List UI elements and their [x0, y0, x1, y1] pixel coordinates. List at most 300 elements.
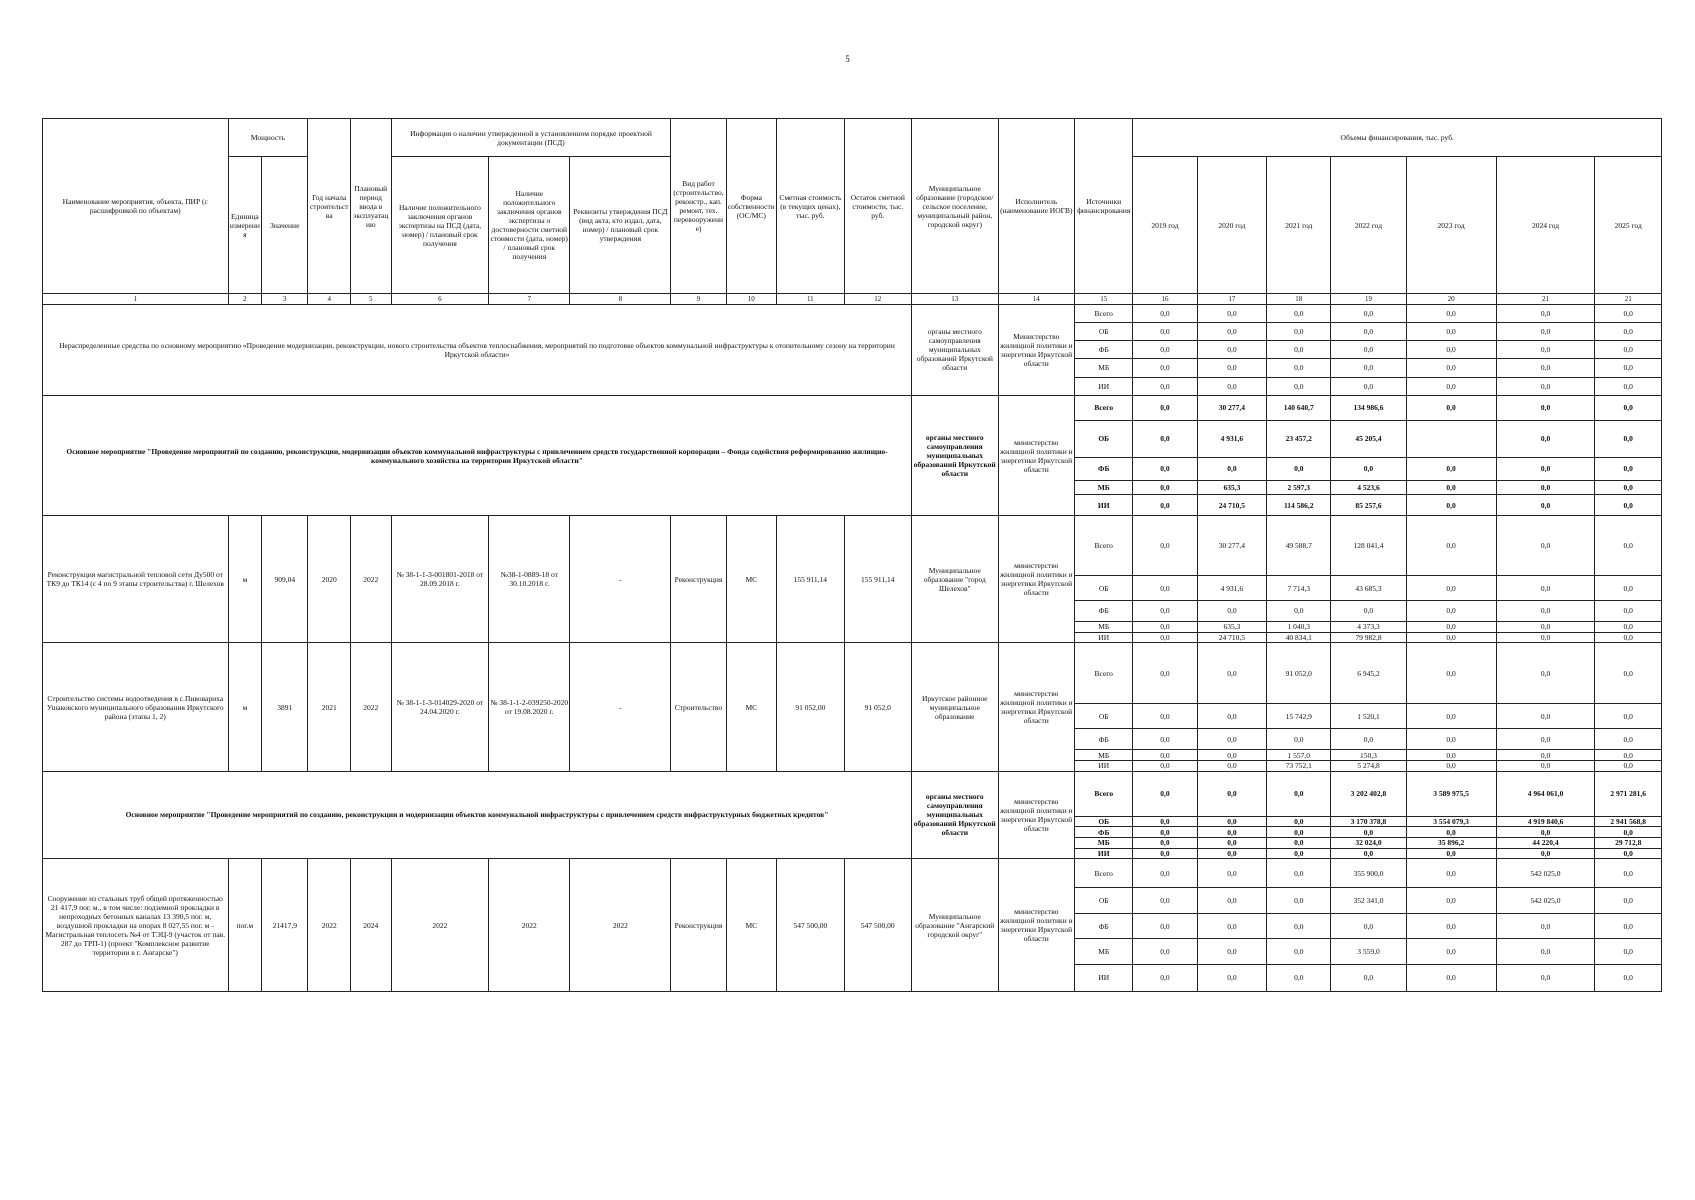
object-start-year: 2022 — [308, 859, 351, 992]
funding-value: 0,0 — [1267, 341, 1331, 359]
object-ownership: МС — [726, 516, 777, 643]
funding-value: 0,0 — [1197, 939, 1267, 965]
funding-value: 2 971 281,6 — [1595, 771, 1662, 816]
funding-value: 128 041,4 — [1331, 516, 1406, 576]
funding-value: 85 257,6 — [1331, 495, 1406, 516]
funding-value: 0,0 — [1267, 848, 1331, 859]
funding-value: 44 220,4 — [1496, 837, 1595, 848]
funding-value: 0,0 — [1133, 964, 1197, 991]
object-psd-requisites: 2022 — [570, 859, 671, 992]
funding-value: 0,0 — [1133, 481, 1197, 495]
funding-value: 0,0 — [1197, 704, 1267, 729]
funding-value: 0,0 — [1496, 728, 1595, 749]
column-number: 13 — [912, 294, 999, 305]
col-header-capacity: Мощность — [228, 119, 308, 157]
funding-value: 0,0 — [1197, 888, 1267, 914]
object-unit: пог.м — [228, 859, 262, 992]
funding-value: 0,0 — [1595, 421, 1662, 457]
col-header-psd-requisites: Реквизиты утверждения ПСД (вид акта, кто издал, дата, номер) / плановый срок утверждения — [570, 157, 671, 294]
funding-source: Всего — [1075, 395, 1133, 421]
column-number: 21 — [1496, 294, 1595, 305]
object-expertise: № 38-1-1-3-001801-2018 от 28.09.2018 г. — [391, 516, 489, 643]
column-number: 15 — [1075, 294, 1133, 305]
col-header-year-2021: 2021 год — [1267, 157, 1331, 294]
funding-value: 4 931,6 — [1197, 576, 1267, 601]
funding-value: 0,0 — [1406, 859, 1496, 888]
column-number: 6 — [391, 294, 489, 305]
funding-value: 0,0 — [1133, 421, 1197, 457]
funding-value: 23 457,2 — [1267, 421, 1331, 457]
col-header-executor: Исполнитель (наименование ИОГВ) — [998, 119, 1074, 294]
funding-value: 0,0 — [1267, 939, 1331, 965]
funding-value: 0,0 — [1267, 728, 1331, 749]
funding-value: 114 586,2 — [1267, 495, 1331, 516]
funding-value: 0,0 — [1496, 622, 1595, 633]
funding-value: 0,0 — [1406, 964, 1496, 991]
column-number: 12 — [844, 294, 911, 305]
object-cost-expertise: №38-1-0889-18 от 30.10.2018 г. — [489, 516, 570, 643]
funding-value: 2 597,3 — [1267, 481, 1331, 495]
funding-value: 0,0 — [1496, 827, 1595, 838]
funding-source: ФБ — [1075, 827, 1133, 838]
column-number: 9 — [671, 294, 726, 305]
funding-value: 0,0 — [1133, 359, 1197, 377]
funding-value: 0,0 — [1331, 600, 1406, 621]
funding-value: 0,0 — [1133, 888, 1197, 914]
column-number: 17 — [1197, 294, 1267, 305]
funding-value: 0,0 — [1133, 939, 1197, 965]
funding-value: 542 025,0 — [1496, 888, 1595, 914]
funding-value: 0,0 — [1595, 728, 1662, 749]
col-header-funding: Объемы финансирования, тыс. руб. — [1133, 119, 1662, 157]
funding-value: 0,0 — [1133, 643, 1197, 704]
funding-value: 0,0 — [1267, 304, 1331, 322]
funding-source: ФБ — [1075, 913, 1133, 939]
funding-source: ИИ — [1075, 964, 1133, 991]
funding-source: ИИ — [1075, 495, 1133, 516]
funding-value: 0,0 — [1133, 771, 1197, 816]
funding-value: 4 919 840,6 — [1496, 816, 1595, 827]
funding-value: 3 554 079,3 — [1406, 816, 1496, 827]
funding-value: 0,0 — [1595, 632, 1662, 643]
object-cost-expertise: № 38-1-1-2-039250-2020 от 19.08.2020 г. — [489, 643, 570, 771]
col-header-year-2020: 2020 год — [1197, 157, 1267, 294]
object-name: Строительство системы водоотведения в с.Пивовариха Ушаковского муниципального образования Иркутского района (этапы 1, 2) — [43, 643, 229, 771]
funding-value: 134 986,6 — [1331, 395, 1406, 421]
funding-value: 49 588,7 — [1267, 516, 1331, 576]
object-cost-expertise: 2022 — [489, 859, 570, 992]
funding-source: МБ — [1075, 837, 1133, 848]
funding-value: 0,0 — [1267, 816, 1331, 827]
executor-cell: Министерство жилищной политики и энергетики Иркутской области — [998, 304, 1074, 395]
object-remaining-cost: 91 052,0 — [844, 643, 911, 771]
funding-value: 0,0 — [1133, 848, 1197, 859]
funding-source: МБ — [1075, 359, 1133, 377]
funding-value: 0,0 — [1406, 728, 1496, 749]
funding-value: 2 941 568,8 — [1595, 816, 1662, 827]
funding-value: 0,0 — [1595, 481, 1662, 495]
funding-value: 0,0 — [1496, 600, 1595, 621]
funding-source: Всего — [1075, 516, 1133, 576]
object-psd-requisites: - — [570, 643, 671, 771]
funding-source: Всего — [1075, 643, 1133, 704]
funding-value: 0,0 — [1267, 359, 1331, 377]
summary-row — [43, 771, 1662, 816]
funding-value: 0,0 — [1197, 359, 1267, 377]
object-estimated-cost: 547 500,00 — [777, 859, 844, 992]
funding-value: 0,0 — [1595, 750, 1662, 761]
funding-value: 0,0 — [1406, 750, 1496, 761]
object-psd-requisites: - — [570, 516, 671, 643]
funding-value: 0,0 — [1496, 760, 1595, 771]
funding-value: 352 341,0 — [1331, 888, 1406, 914]
object-expertise: № 38-1-1-3-014029-2020 от 24.04.2020 г. — [391, 643, 489, 771]
funding-source: ОБ — [1075, 323, 1133, 341]
funding-value: 0,0 — [1197, 341, 1267, 359]
funding-value: 0,0 — [1133, 576, 1197, 601]
municipality-cell: органы местного самоуправления муниципальных образований Иркутской области — [912, 395, 999, 516]
funding-value: 0,0 — [1496, 848, 1595, 859]
column-number: 3 — [262, 294, 308, 305]
funding-source: МБ — [1075, 622, 1133, 633]
funding-value: 0,0 — [1133, 632, 1197, 643]
municipality-cell: органы местного самоуправления муниципальных образований Иркутской области — [912, 771, 999, 859]
funding-value: 4 931,6 — [1197, 421, 1267, 457]
summary-row — [43, 395, 1662, 421]
funding-value: 1 557,0 — [1267, 750, 1331, 761]
funding-value: 0,0 — [1595, 395, 1662, 421]
municipality-cell: Иркутское районное муниципальное образование — [912, 643, 999, 771]
col-header-estimated-cost: Сметная стоимость (в текущих ценах), тыс. руб. — [777, 119, 844, 294]
funding-source: ФБ — [1075, 728, 1133, 749]
funding-value: 0,0 — [1496, 913, 1595, 939]
executor-cell: министерство жилищной политики и энергетики Иркутской области — [998, 395, 1074, 516]
funding-value: 0,0 — [1331, 827, 1406, 838]
object-work-type: Строительство — [671, 643, 726, 771]
funding-value: 0,0 — [1197, 827, 1267, 838]
funding-value: 0,0 — [1406, 495, 1496, 516]
funding-source: ОБ — [1075, 421, 1133, 457]
funding-value: 0,0 — [1197, 964, 1267, 991]
column-number: 18 — [1267, 294, 1331, 305]
funding-value: 0,0 — [1133, 760, 1197, 771]
object-row — [43, 643, 1662, 704]
funding-value: 0,0 — [1595, 341, 1662, 359]
object-planned-period: 2022 — [351, 643, 391, 771]
funding-value: 0,0 — [1133, 495, 1197, 516]
funding-value: 0,0 — [1406, 888, 1496, 914]
funding-value: 6 945,2 — [1331, 643, 1406, 704]
column-number: 5 — [351, 294, 391, 305]
object-expertise: 2022 — [391, 859, 489, 992]
funding-value: 79 982,8 — [1331, 632, 1406, 643]
funding-value: 0,0 — [1496, 643, 1595, 704]
executor-cell: министерство жилищной политики и энергетики Иркутской области — [998, 643, 1074, 771]
funding-value: 0,0 — [1331, 964, 1406, 991]
funding-value: 0,0 — [1133, 816, 1197, 827]
funding-source: ОБ — [1075, 704, 1133, 729]
funding-value: 3 202 402,8 — [1331, 771, 1406, 816]
object-row — [43, 516, 1662, 576]
funding-value: 0,0 — [1331, 913, 1406, 939]
funding-source: Всего — [1075, 304, 1133, 322]
funding-value: 0,0 — [1197, 913, 1267, 939]
funding-value: 0,0 — [1267, 859, 1331, 888]
funding-value: 0,0 — [1406, 827, 1496, 838]
municipality-cell: Муниципальное образование "город Шелехов" — [912, 516, 999, 643]
funding-value: 0,0 — [1406, 377, 1496, 395]
funding-value: 0,0 — [1267, 888, 1331, 914]
funding-value: 0,0 — [1267, 827, 1331, 838]
funding-value: 73 752,1 — [1267, 760, 1331, 771]
funding-value: 0,0 — [1406, 481, 1496, 495]
executor-cell: министерство жилищной политики и энергетики Иркутской области — [998, 859, 1074, 992]
col-header-year-2022: 2022 год — [1331, 157, 1406, 294]
funding-value: 0,0 — [1133, 837, 1197, 848]
funding-value: 0,0 — [1267, 377, 1331, 395]
funding-value: 150,3 — [1331, 750, 1406, 761]
funding-value: 0,0 — [1197, 304, 1267, 322]
funding-value: 0,0 — [1267, 964, 1331, 991]
object-value: 21417,9 — [262, 859, 308, 992]
column-numbers-row — [43, 294, 1662, 305]
funding-value: 0,0 — [1595, 600, 1662, 621]
funding-value: 0,0 — [1496, 495, 1595, 516]
funding-value: 0,0 — [1496, 516, 1595, 576]
funding-value: 4 523,6 — [1331, 481, 1406, 495]
object-planned-period: 2024 — [351, 859, 391, 992]
column-number: 20 — [1406, 294, 1496, 305]
funding-value: 0,0 — [1496, 457, 1595, 481]
funding-value: 0,0 — [1595, 827, 1662, 838]
funding-value: 0,0 — [1595, 622, 1662, 633]
funding-value: 43 685,3 — [1331, 576, 1406, 601]
funding-value: 0,0 — [1406, 395, 1496, 421]
col-header-municipality: Муниципальное образование (городское/сельское поселение, муниципальный район, городской округ) — [912, 119, 999, 294]
funding-source: ОБ — [1075, 816, 1133, 827]
funding-value: 91 052,0 — [1267, 643, 1331, 704]
column-number: 10 — [726, 294, 777, 305]
executor-cell: министерство жилищной политики и энергетики Иркутской области — [998, 516, 1074, 643]
col-header-value: Значение — [262, 157, 308, 294]
funding-value: 0,0 — [1197, 643, 1267, 704]
object-estimated-cost: 91 052,00 — [777, 643, 844, 771]
funding-value: 0,0 — [1331, 341, 1406, 359]
funding-value: 0,0 — [1133, 750, 1197, 761]
funding-value: 0,0 — [1133, 913, 1197, 939]
funding-source: ИИ — [1075, 760, 1133, 771]
funding-value: 0,0 — [1133, 341, 1197, 359]
funding-value: 0,0 — [1133, 622, 1197, 633]
funding-value: 0,0 — [1595, 704, 1662, 729]
funding-value: 30 277,4 — [1197, 516, 1267, 576]
funding-value: 0,0 — [1595, 913, 1662, 939]
object-ownership: МС — [726, 859, 777, 992]
funding-value: 35 896,2 — [1406, 837, 1496, 848]
col-header-cost-expertise: Наличие положительного заключения органов экспертизы о достоверности сметной стоимости (дата, номер) / плановый срок получения — [489, 157, 570, 294]
funding-value: 0,0 — [1496, 395, 1595, 421]
funding-value: 0,0 — [1595, 377, 1662, 395]
object-start-year: 2021 — [308, 643, 351, 771]
funding-value: 0,0 — [1496, 304, 1595, 322]
object-work-type: Реконструкция — [671, 516, 726, 643]
funding-value: 0,0 — [1331, 359, 1406, 377]
funding-value: 4 964 061,0 — [1496, 771, 1595, 816]
object-planned-period: 2022 — [351, 516, 391, 643]
object-name: Реконструкция магистральной тепловой сети Ду500 от ТК9 до ТК14 (с 4 по 9 этапы строительства) г. Шелехов — [43, 516, 229, 643]
funding-source: ФБ — [1075, 341, 1133, 359]
funding-value: 0,0 — [1133, 457, 1197, 481]
funding-value: 0,0 — [1267, 600, 1331, 621]
funding-value: 0,0 — [1331, 728, 1406, 749]
funding-value: 0,0 — [1406, 576, 1496, 601]
funding-source: ОБ — [1075, 888, 1133, 914]
funding-value: 0,0 — [1406, 913, 1496, 939]
funding-value: 3 170 378,8 — [1331, 816, 1406, 827]
funding-value: 0,0 — [1331, 457, 1406, 481]
col-header-start-year: Год начала строительства — [308, 119, 351, 294]
funding-value: 0,0 — [1133, 728, 1197, 749]
funding-value: 0,0 — [1133, 704, 1197, 729]
municipality-cell: органы местного самоуправления муниципальных образований Иркутской области — [912, 304, 999, 395]
funding-value: 0,0 — [1496, 481, 1595, 495]
object-value: 3891 — [262, 643, 308, 771]
funding-value: 0,0 — [1595, 457, 1662, 481]
funding-value: 0,0 — [1496, 704, 1595, 729]
funding-source: МБ — [1075, 939, 1133, 965]
funding-value: 0,0 — [1267, 837, 1331, 848]
funding-value: 0,0 — [1197, 750, 1267, 761]
funding-value: 0,0 — [1197, 816, 1267, 827]
funding-value: 0,0 — [1197, 377, 1267, 395]
funding-value: 0,0 — [1197, 771, 1267, 816]
funding-value: 0,0 — [1197, 760, 1267, 771]
funding-value: 0,0 — [1267, 771, 1331, 816]
funding-value: 30 277,4 — [1197, 395, 1267, 421]
funding-value: 0,0 — [1496, 576, 1595, 601]
funding-value: 0,0 — [1595, 964, 1662, 991]
funding-value: 0,0 — [1406, 848, 1496, 859]
col-header-year-2023: 2023 год — [1406, 157, 1496, 294]
funding-value: 0,0 — [1133, 304, 1197, 322]
col-header-unit: Единица измерения — [228, 157, 262, 294]
funding-value: 0,0 — [1406, 704, 1496, 729]
funding-value: 0,0 — [1595, 859, 1662, 888]
column-number: 14 — [998, 294, 1074, 305]
object-remaining-cost: 547 500,00 — [844, 859, 911, 992]
object-value: 909,04 — [262, 516, 308, 643]
column-number: 11 — [777, 294, 844, 305]
section-title: Основное мероприятие "Проведение мероприятий по созданию, реконструкции и модернизации объектов коммунальной инфраструктуры с привлечением средств инфраструктурных бюджетных кредитов" — [43, 771, 912, 859]
funding-value: 0,0 — [1406, 760, 1496, 771]
col-header-planned-period: Плановый период ввода в эксплуатацию — [351, 119, 391, 294]
funding-value: 0,0 — [1496, 750, 1595, 761]
funding-value: 0,0 — [1496, 421, 1595, 457]
funding-value: 24 710,5 — [1197, 495, 1267, 516]
section-title: Основное мероприятие "Проведение мероприятий по созданию, реконструкции, модернизации объектов коммунальной инфраструктуры с привлечением средств государственной корпорации – Фонда содействия реформированию жилищно-коммунального хозяйства на территории Иркутской области" — [43, 395, 912, 516]
column-number: 8 — [570, 294, 671, 305]
funding-value: 0,0 — [1197, 457, 1267, 481]
funding-value: 0,0 — [1496, 323, 1595, 341]
funding-value: 0,0 — [1595, 643, 1662, 704]
executor-cell: министерство жилищной политики и энергетики Иркутской области — [998, 771, 1074, 859]
funding-value: 0,0 — [1133, 600, 1197, 621]
funding-value: 0,0 — [1595, 848, 1662, 859]
funding-value: 0,0 — [1197, 323, 1267, 341]
funding-value: 0,0 — [1197, 728, 1267, 749]
funding-source: МБ — [1075, 481, 1133, 495]
funding-source: ОБ — [1075, 576, 1133, 601]
funding-value: 5 274,8 — [1331, 760, 1406, 771]
object-unit: м — [228, 516, 262, 643]
funding-value: 0,0 — [1496, 632, 1595, 643]
column-number: 2 — [228, 294, 262, 305]
col-header-year-2025: 2025 год — [1595, 157, 1662, 294]
budget-table — [42, 118, 1662, 992]
funding-value: 0,0 — [1133, 377, 1197, 395]
funding-value: 0,0 — [1406, 643, 1496, 704]
section-title: Нераспределенные средства по основному мероприятию «Проведение модернизации, реконструкции, нового строительства объектов теплоснабжения, мероприятий по подготовке объектов коммунальной инфраструктуры к отопительному сезону на территории Иркутской области» — [43, 304, 912, 395]
funding-value — [1406, 421, 1496, 457]
object-unit: м — [228, 643, 262, 771]
funding-value: 15 742,9 — [1267, 704, 1331, 729]
column-number: 1 — [43, 294, 229, 305]
funding-value: 0,0 — [1331, 377, 1406, 395]
funding-value: 0,0 — [1595, 304, 1662, 322]
funding-value: 0,0 — [1406, 600, 1496, 621]
funding-value: 0,0 — [1595, 495, 1662, 516]
object-ownership: МС — [726, 643, 777, 771]
funding-value: 0,0 — [1496, 939, 1595, 965]
funding-value: 40 834,1 — [1267, 632, 1331, 643]
page-number: 5 — [845, 54, 850, 64]
funding-value: 635,3 — [1197, 481, 1267, 495]
funding-value: 0,0 — [1595, 516, 1662, 576]
funding-value: 0,0 — [1133, 516, 1197, 576]
funding-value: 0,0 — [1197, 859, 1267, 888]
funding-value: 0,0 — [1267, 457, 1331, 481]
funding-value: 0,0 — [1406, 939, 1496, 965]
funding-value: 0,0 — [1406, 304, 1496, 322]
funding-value: 0,0 — [1406, 632, 1496, 643]
funding-value: 0,0 — [1406, 457, 1496, 481]
funding-value: 29 712,8 — [1595, 837, 1662, 848]
col-header-expertise: Наличие положительного заключения органов экспертизы на ПСД (дата, номер) / плановый срок получения — [391, 157, 489, 294]
funding-value: 0,0 — [1406, 516, 1496, 576]
funding-source: ИИ — [1075, 632, 1133, 643]
funding-value: 0,0 — [1595, 576, 1662, 601]
funding-value: 0,0 — [1406, 323, 1496, 341]
funding-value: 1 040,3 — [1267, 622, 1331, 633]
funding-value: 0,0 — [1595, 760, 1662, 771]
object-name: Сооружение из стальных труб общей протяженностью 21 417,9 пог. м., в том числе: подземной прокладки в непроходных бетонных каналах 13 390,5 пог. м, воздушной прокладки на опорах 8 027,55 пог. м - Магистральная теплосеть №4 от ТЭЦ-9 (участок от пав. 287 до ТРП-1) (проект "Комплексное развитие территории в г. Ангарске") — [43, 859, 229, 992]
funding-value: 45 205,4 — [1331, 421, 1406, 457]
funding-value: 0,0 — [1331, 848, 1406, 859]
funding-value: 0,0 — [1267, 913, 1331, 939]
municipality-cell: Муниципальное образование "Ангарский городской округ" — [912, 859, 999, 992]
col-header-year-2024: 2024 год — [1496, 157, 1595, 294]
funding-source: МБ — [1075, 750, 1133, 761]
funding-value: 0,0 — [1133, 323, 1197, 341]
column-number: 19 — [1331, 294, 1406, 305]
funding-value: 0,0 — [1406, 359, 1496, 377]
funding-value: 635,3 — [1197, 622, 1267, 633]
col-header-sources: Источники финансирования — [1075, 119, 1133, 294]
object-row — [43, 859, 1662, 888]
funding-value: 4 373,3 — [1331, 622, 1406, 633]
funding-value: 0,0 — [1595, 359, 1662, 377]
funding-value: 24 710,5 — [1197, 632, 1267, 643]
